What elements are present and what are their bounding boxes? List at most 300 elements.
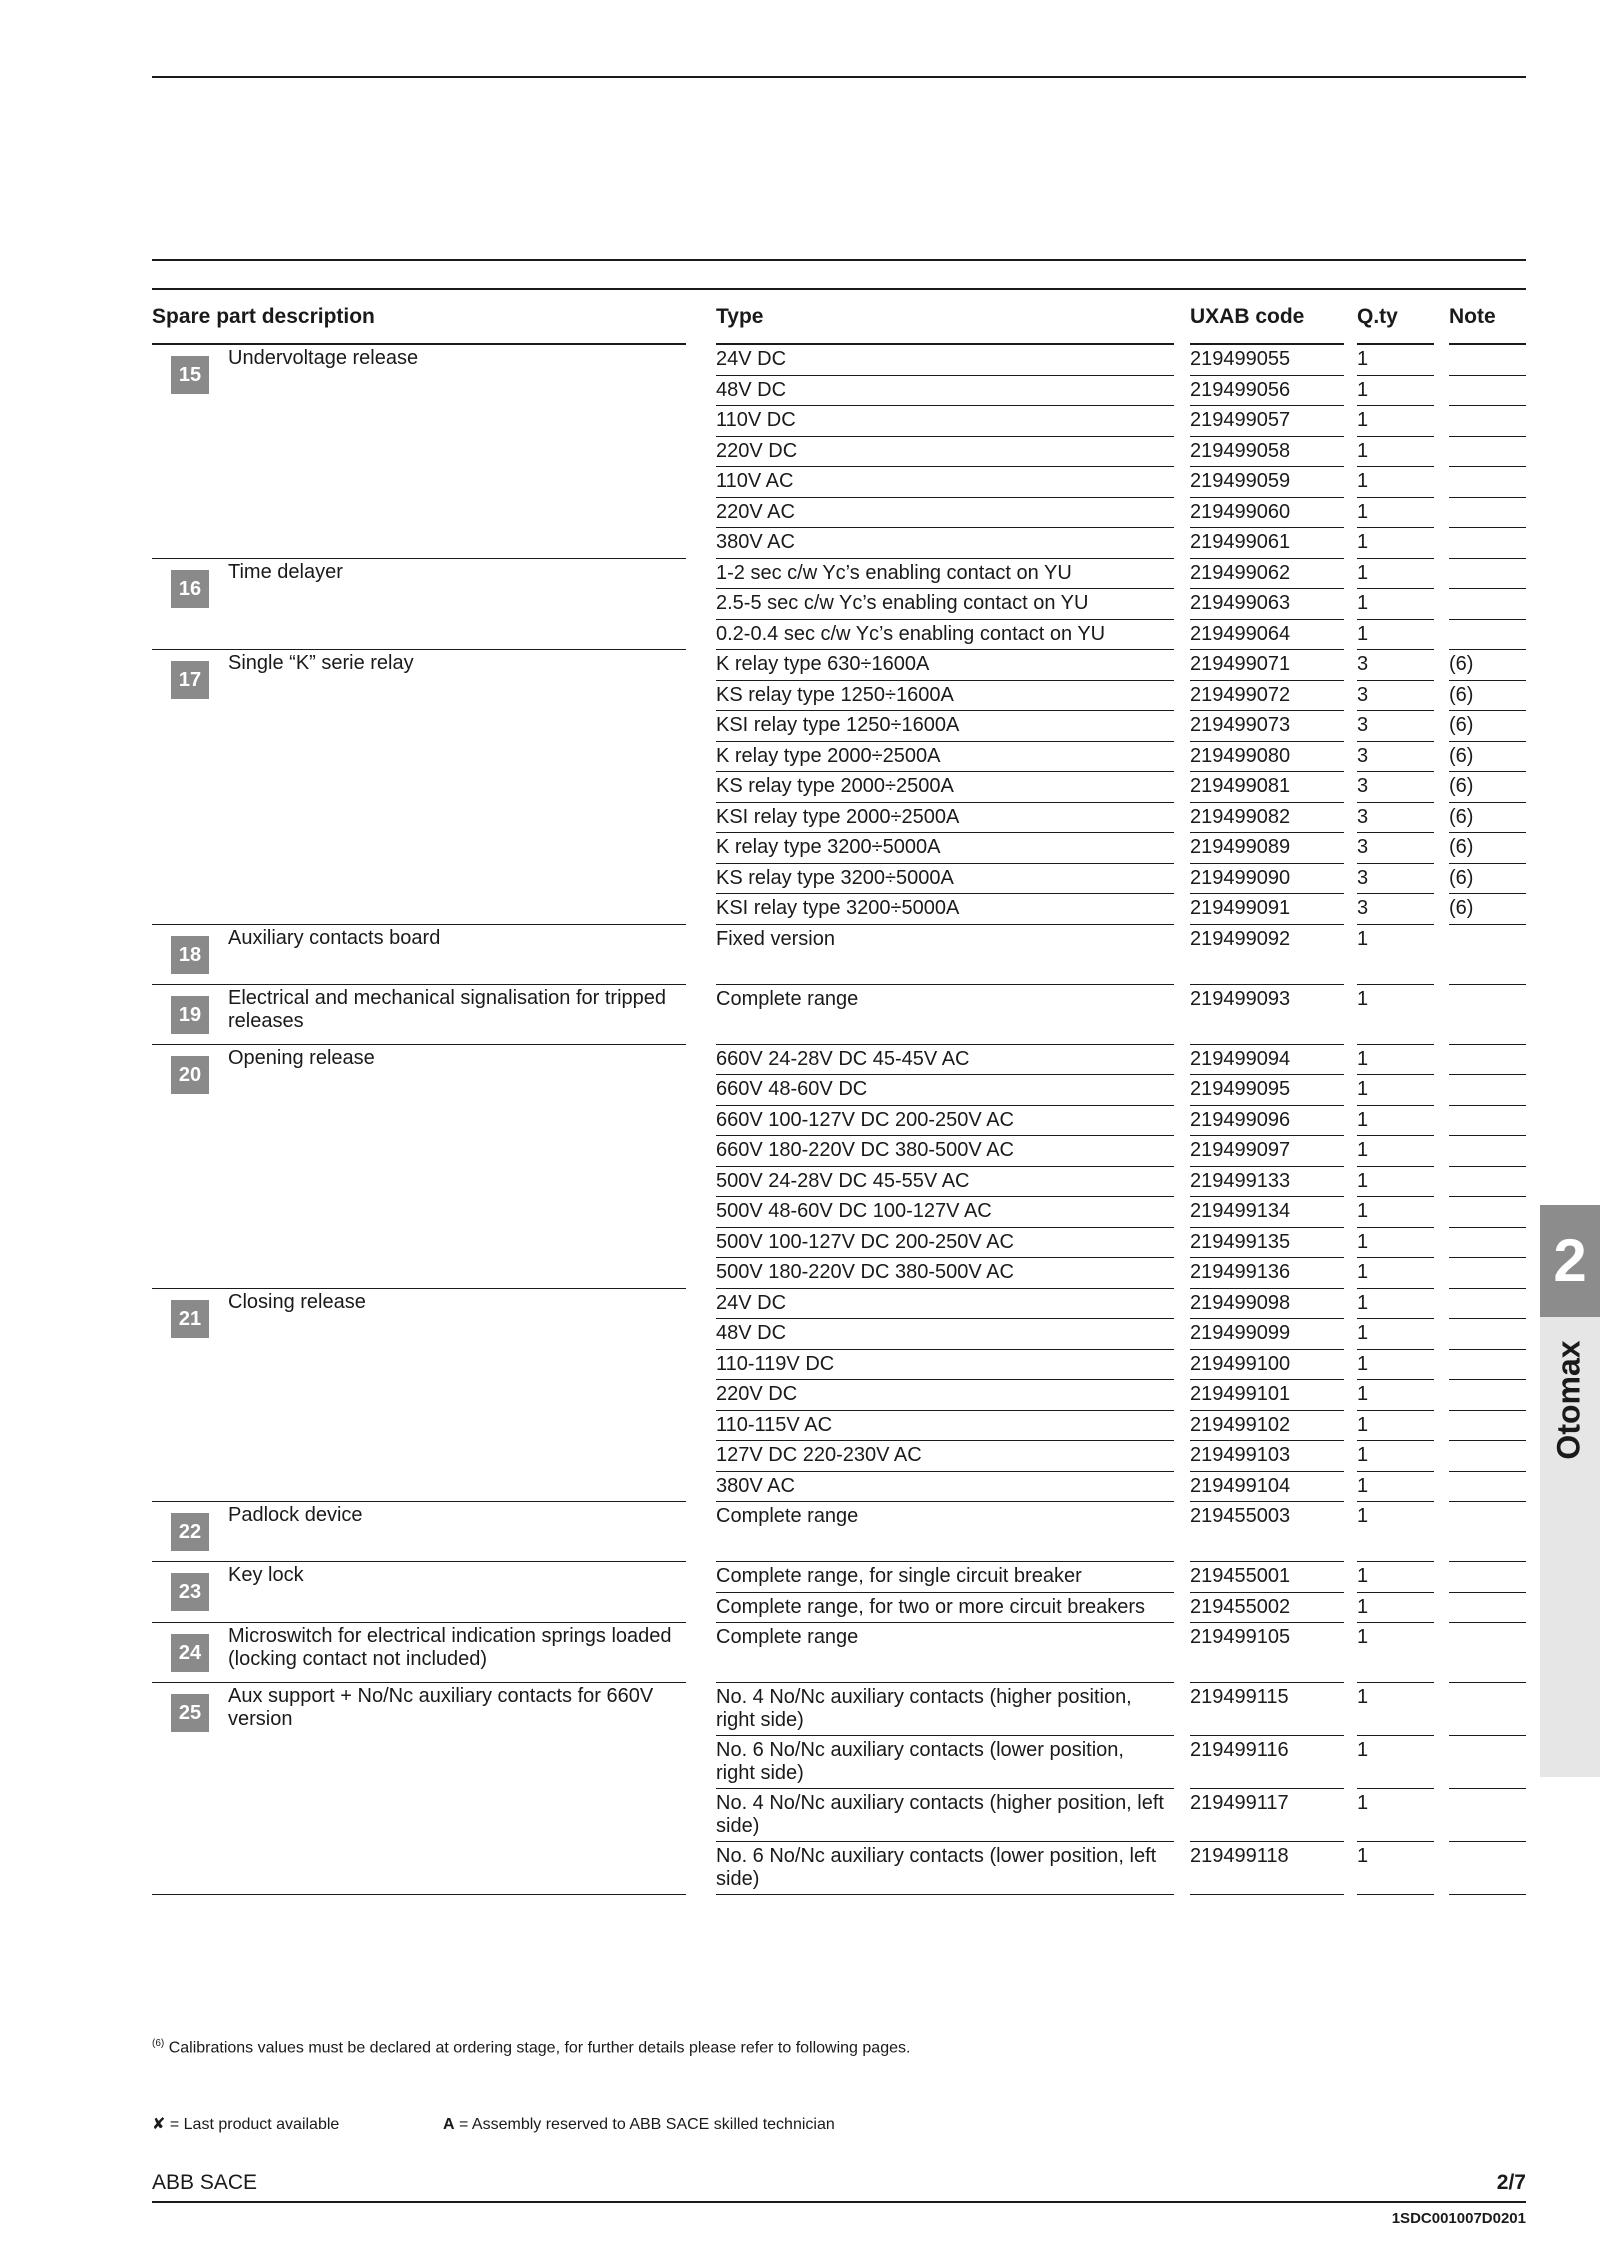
footnote-marker: (6) <box>152 2038 165 2049</box>
row-rule <box>1449 924 1526 925</box>
header-underline <box>716 343 1174 345</box>
row-rule <box>1357 649 1434 650</box>
footer-doc-code: 1SDC001007D0201 <box>1391 2210 1526 2227</box>
row-rule <box>1357 832 1434 833</box>
row-rule <box>1449 1227 1526 1228</box>
row-rule <box>1357 619 1434 620</box>
legend-assembly <box>443 2115 835 2135</box>
type-cell: 0.2-0.4 sec c/w Yc’s enabling contact on YU <box>716 622 1106 645</box>
row-rule <box>1449 1592 1526 1593</box>
row-rule <box>1190 710 1344 711</box>
row-rule <box>1449 863 1526 864</box>
header-code: UXAB code <box>1190 305 1305 328</box>
row-rule <box>1357 1044 1434 1045</box>
row-rule <box>1357 984 1434 985</box>
row-rule <box>1357 1257 1434 1258</box>
note-cell: (6) <box>1449 653 1474 675</box>
row-rule <box>716 1682 1174 1683</box>
row-rule <box>1357 1135 1434 1136</box>
row-rule <box>1357 924 1434 925</box>
code-cell: 219499096 <box>1190 1108 1291 1131</box>
row-rule <box>716 710 1174 711</box>
type-cell: K relay type 3200÷5000A <box>716 836 941 858</box>
row-rule <box>716 1735 1174 1736</box>
row-rule <box>1449 832 1526 833</box>
row-rule <box>1190 893 1344 894</box>
qty-cell: 1 <box>1357 409 1369 431</box>
row-rule <box>1190 741 1344 742</box>
row-rule <box>1357 863 1434 864</box>
qty-cell: 1 <box>1357 1108 1369 1131</box>
row-rule <box>716 1440 1174 1441</box>
row-rule <box>1190 1561 1344 1562</box>
row-rule <box>1357 1227 1434 1228</box>
row-rule <box>1190 1318 1344 1319</box>
code-cell: 219499117 <box>1190 1792 1289 1814</box>
row-rule <box>1357 802 1434 803</box>
row-rule <box>1449 893 1526 894</box>
row-rule <box>1190 588 1344 589</box>
header-type: Type <box>716 305 764 328</box>
code-cell: 219499101 <box>1190 1383 1291 1405</box>
code-cell: 219499064 <box>1190 622 1291 645</box>
type-cell: No. 4 No/Nc auxiliary contacts (higher position, right side) <box>716 1686 1132 1731</box>
row-rule <box>1357 588 1434 589</box>
row-rule <box>716 436 1174 437</box>
type-cell: No. 6 No/Nc auxiliary contacts (lower position, right side) <box>716 1739 1124 1784</box>
row-rule <box>1190 436 1344 437</box>
row-rule <box>716 1410 1174 1411</box>
type-cell: 127V DC 220-230V AC <box>716 1444 922 1466</box>
row-rule <box>1190 924 1344 925</box>
type-cell: Complete range <box>716 1626 859 1648</box>
part-description: Single “K” serie relay <box>228 652 414 674</box>
part-description: Microswitch for electrical indication springs loaded (locking contact not included) <box>228 1625 672 1670</box>
group-rule <box>152 558 686 559</box>
top-rule <box>152 76 1526 78</box>
row-rule <box>1357 1471 1434 1472</box>
part-description: Padlock device <box>228 1504 363 1526</box>
row-rule <box>1357 1682 1434 1683</box>
qty-cell: 1 <box>1357 622 1369 645</box>
row-rule <box>1190 680 1344 681</box>
qty-cell: 1 <box>1357 561 1369 584</box>
row-rule <box>1449 497 1526 498</box>
row-rule <box>716 802 1174 803</box>
row-rule <box>716 375 1174 376</box>
type-cell: 500V 48-60V DC 100-127V AC <box>716 1200 992 1222</box>
code-cell: 219499118 <box>1190 1845 1289 1867</box>
type-cell: 220V DC <box>716 439 798 462</box>
row-rule <box>1190 1622 1344 1623</box>
code-cell: 219499059 <box>1190 470 1291 492</box>
type-cell: 660V 48-60V DC <box>716 1078 868 1100</box>
code-cell: 219499095 <box>1190 1078 1291 1100</box>
row-rule <box>1449 558 1526 559</box>
row-rule <box>716 1105 1174 1106</box>
qty-cell: 3 <box>1357 805 1369 828</box>
qty-cell: 3 <box>1357 653 1369 675</box>
group-rule <box>152 1622 686 1623</box>
code-cell: 219499136 <box>1190 1261 1291 1283</box>
type-cell: 500V 180-220V DC 380-500V AC <box>716 1261 1014 1283</box>
type-cell: K relay type 630÷1600A <box>716 653 930 675</box>
row-rule <box>1449 1105 1526 1106</box>
row-rule <box>1190 1788 1344 1789</box>
row-rule <box>1190 1135 1344 1136</box>
part-description: Time delayer <box>228 560 343 583</box>
row-rule <box>1357 1379 1434 1380</box>
qty-cell: 3 <box>1357 866 1369 889</box>
code-cell: 219499081 <box>1190 775 1291 797</box>
row-rule <box>1190 1166 1344 1167</box>
code-cell: 219499093 <box>1190 987 1291 1010</box>
row-rule <box>716 405 1174 406</box>
row-rule <box>1357 558 1434 559</box>
row-rule <box>1357 1288 1434 1289</box>
code-cell: 219455001 <box>1190 1565 1291 1587</box>
group-rule <box>152 1561 686 1562</box>
type-cell: 500V 100-127V DC 200-250V AC <box>716 1230 1014 1253</box>
part-number-badge: 15 <box>171 356 209 394</box>
part-description: Key lock <box>228 1564 304 1586</box>
row-rule <box>716 497 1174 498</box>
row-rule <box>716 771 1174 772</box>
row-rule <box>1357 1349 1434 1350</box>
qty-cell: 1 <box>1357 1261 1369 1283</box>
row-rule <box>1190 771 1344 772</box>
row-rule <box>716 1044 1174 1045</box>
code-cell: 219455003 <box>1190 1505 1291 1527</box>
part-description: Closing release <box>228 1290 366 1313</box>
row-rule <box>1190 1735 1344 1736</box>
qty-cell: 3 <box>1357 744 1369 767</box>
qty-cell: 3 <box>1357 897 1369 919</box>
row-rule <box>1449 1196 1526 1197</box>
type-cell: KSI relay type 3200÷5000A <box>716 897 960 919</box>
code-cell: 219455002 <box>1190 1595 1291 1618</box>
row-rule <box>1357 1166 1434 1167</box>
group-rule <box>152 984 686 985</box>
type-cell: 24V DC <box>716 348 787 370</box>
type-cell: K relay type 2000÷2500A <box>716 744 941 767</box>
qty-cell: 1 <box>1357 1474 1369 1497</box>
row-rule <box>1190 984 1344 985</box>
group-rule <box>152 924 686 925</box>
row-rule <box>1449 1622 1526 1623</box>
row-rule <box>1190 1440 1344 1441</box>
code-cell: 219499133 <box>1190 1169 1291 1192</box>
code-cell: 219499100 <box>1190 1352 1291 1375</box>
type-cell: Complete range, for two or more circuit breakers <box>716 1595 1146 1618</box>
footnote <box>152 2034 910 2058</box>
row-rule <box>716 1135 1174 1136</box>
row-rule <box>1449 1410 1526 1411</box>
row-rule <box>1190 466 1344 467</box>
row-rule <box>1190 1257 1344 1258</box>
note-cell: (6) <box>1449 836 1474 858</box>
row-rule <box>716 649 1174 650</box>
qty-cell: 1 <box>1357 1413 1369 1436</box>
type-cell: Complete range <box>716 987 859 1010</box>
row-rule <box>1449 741 1526 742</box>
type-cell: 380V AC <box>716 531 795 553</box>
row-rule <box>1449 649 1526 650</box>
qty-cell: 1 <box>1357 1845 1369 1867</box>
code-cell: 219499080 <box>1190 744 1291 767</box>
type-cell: Fixed version <box>716 927 835 950</box>
section-rule <box>152 259 1526 261</box>
qty-cell: 1 <box>1357 1352 1369 1375</box>
code-cell: 219499134 <box>1190 1200 1291 1222</box>
qty-cell: 1 <box>1357 1505 1369 1527</box>
row-rule <box>1357 1105 1434 1106</box>
row-rule <box>716 1561 1174 1562</box>
row-rule <box>1449 1074 1526 1075</box>
type-cell: 380V AC <box>716 1474 795 1497</box>
row-rule <box>716 1227 1174 1228</box>
code-cell: 219499072 <box>1190 683 1291 706</box>
row-rule <box>1449 1318 1526 1319</box>
type-cell: KSI relay type 1250÷1600A <box>716 714 960 736</box>
row-rule <box>716 984 1174 985</box>
row-rule <box>1449 984 1526 985</box>
code-cell: 219499092 <box>1190 927 1291 950</box>
type-cell: 660V 24-28V DC 45-45V AC <box>716 1047 970 1070</box>
row-rule <box>1190 1105 1344 1106</box>
row-rule <box>1449 1044 1526 1045</box>
row-rule <box>716 1196 1174 1197</box>
type-cell: 110V DC <box>716 409 796 431</box>
row-rule <box>1357 710 1434 711</box>
footnote-text: Calibrations values must be declared at ordering stage, for further details please refer to following pages. <box>168 2039 911 2057</box>
group-rule <box>152 1288 686 1289</box>
row-rule <box>716 1788 1174 1789</box>
code-cell: 219499063 <box>1190 592 1291 614</box>
type-cell: 1-2 sec c/w Yc’s enabling contact on YU <box>716 561 1072 584</box>
part-number-badge: 23 <box>171 1573 209 1611</box>
type-cell: Complete range <box>716 1505 859 1527</box>
part-number-badge: 20 <box>171 1056 209 1094</box>
qty-cell: 1 <box>1357 1595 1369 1618</box>
last-product-symbol: ✘ <box>152 2116 166 2133</box>
part-number-badge: 16 <box>171 570 209 608</box>
row-rule <box>716 1841 1174 1842</box>
row-rule <box>1357 741 1434 742</box>
note-cell: (6) <box>1449 805 1474 828</box>
row-rule <box>1190 832 1344 833</box>
qty-cell: 1 <box>1357 1322 1369 1344</box>
row-rule <box>1357 1196 1434 1197</box>
code-cell: 219499097 <box>1190 1139 1291 1161</box>
row-rule <box>716 1318 1174 1319</box>
type-cell: No. 6 No/Nc auxiliary contacts (lower position, left side) <box>716 1845 1157 1890</box>
row-rule <box>1190 1379 1344 1380</box>
row-rule <box>1357 1074 1434 1075</box>
part-number-badge: 19 <box>171 996 209 1034</box>
row-rule <box>1357 1841 1434 1842</box>
group-rule <box>152 1894 686 1895</box>
code-cell: 219499094 <box>1190 1047 1291 1070</box>
qty-cell: 1 <box>1357 1047 1369 1070</box>
row-rule <box>716 832 1174 833</box>
row-rule <box>1357 1592 1434 1593</box>
row-rule <box>1449 588 1526 589</box>
note-cell: (6) <box>1449 714 1474 736</box>
part-description: Undervoltage release <box>228 347 419 369</box>
type-cell: Complete range, for single circuit breaker <box>716 1565 1082 1587</box>
qty-cell: 1 <box>1357 1139 1369 1161</box>
section-label-text: Otomax <box>1550 1340 1587 1460</box>
row-rule <box>1357 1318 1434 1319</box>
legend-last-product <box>152 2115 339 2135</box>
part-number-badge: 24 <box>171 1634 209 1672</box>
type-cell: 24V DC <box>716 1291 787 1314</box>
code-cell: 219499055 <box>1190 348 1291 370</box>
row-rule <box>1357 1735 1434 1736</box>
code-cell: 219499090 <box>1190 866 1291 889</box>
code-cell: 219499105 <box>1190 1626 1291 1648</box>
qty-cell: 1 <box>1357 1626 1369 1648</box>
row-rule <box>1449 1440 1526 1441</box>
row-rule <box>1449 466 1526 467</box>
row-rule <box>716 680 1174 681</box>
qty-cell: 3 <box>1357 714 1369 736</box>
part-number-badge: 22 <box>171 1513 209 1551</box>
row-rule <box>716 527 1174 528</box>
row-rule <box>1190 1044 1344 1045</box>
row-rule <box>1190 375 1344 376</box>
row-rule <box>1449 710 1526 711</box>
header-underline <box>1357 343 1434 345</box>
type-cell: KS relay type 2000÷2500A <box>716 775 954 797</box>
row-rule <box>1190 1196 1344 1197</box>
row-rule <box>716 924 1174 925</box>
section-label <box>1544 1340 1594 1460</box>
part-number-badge: 18 <box>171 936 209 974</box>
header-underline <box>1449 343 1526 345</box>
note-cell: (6) <box>1449 683 1474 706</box>
row-rule <box>716 558 1174 559</box>
row-rule <box>1449 1166 1526 1167</box>
qty-cell: 1 <box>1357 1739 1369 1761</box>
row-rule <box>716 1592 1174 1593</box>
row-rule <box>1190 1841 1344 1842</box>
row-rule <box>1449 375 1526 376</box>
type-cell: 220V DC <box>716 1383 798 1405</box>
row-rule <box>716 741 1174 742</box>
part-description: Electrical and mechanical signalisation for tripped releases <box>228 986 667 1032</box>
row-rule <box>1357 466 1434 467</box>
qty-cell: 1 <box>1357 592 1369 614</box>
code-cell: 219499091 <box>1190 897 1291 919</box>
qty-cell: 1 <box>1357 378 1369 401</box>
row-rule <box>1357 405 1434 406</box>
row-rule <box>1357 893 1434 894</box>
row-rule <box>1190 1471 1344 1472</box>
qty-cell: 3 <box>1357 836 1369 858</box>
note-cell: (6) <box>1449 775 1474 797</box>
qty-cell: 3 <box>1357 683 1369 706</box>
row-rule <box>1449 1135 1526 1136</box>
qty-cell: 1 <box>1357 1291 1369 1314</box>
row-rule <box>1190 1592 1344 1593</box>
row-rule <box>716 863 1174 864</box>
type-cell: 500V 24-28V DC 45-55V AC <box>716 1169 970 1192</box>
row-rule <box>1449 1379 1526 1380</box>
qty-cell: 1 <box>1357 470 1369 492</box>
code-cell: 219499089 <box>1190 836 1291 858</box>
last-product-text: = Last product available <box>169 2116 340 2133</box>
row-rule <box>1357 1788 1434 1789</box>
footer-rule <box>152 2201 1526 2203</box>
note-cell: (6) <box>1449 866 1474 889</box>
part-description: Opening release <box>228 1046 375 1069</box>
code-cell: 219499071 <box>1190 653 1291 675</box>
row-rule <box>1449 436 1526 437</box>
row-rule <box>716 588 1174 589</box>
row-rule <box>1449 1841 1526 1842</box>
row-rule <box>716 1349 1174 1350</box>
row-rule <box>1190 1682 1344 1683</box>
row-rule <box>1449 1471 1526 1472</box>
part-number-badge: 25 <box>171 1694 209 1732</box>
header-underline <box>1190 343 1344 345</box>
code-cell: 219499135 <box>1190 1230 1291 1253</box>
row-rule <box>1357 436 1434 437</box>
code-cell: 219499056 <box>1190 378 1291 401</box>
code-cell: 219499115 <box>1190 1686 1289 1708</box>
row-rule <box>1190 497 1344 498</box>
header-underline <box>152 343 686 345</box>
row-rule <box>1357 680 1434 681</box>
footer-company: ABB SACE <box>152 2171 258 2194</box>
code-cell: 219499103 <box>1190 1444 1291 1466</box>
part-description: Aux support + No/Nc auxiliary contacts for 660V version <box>228 1685 654 1730</box>
type-cell: 220V AC <box>716 500 795 523</box>
qty-cell: 1 <box>1357 1686 1369 1708</box>
row-rule <box>1190 1894 1344 1895</box>
row-rule <box>1190 1349 1344 1350</box>
row-rule <box>1357 1561 1434 1562</box>
row-rule <box>1190 619 1344 620</box>
code-cell: 219499057 <box>1190 409 1291 431</box>
row-rule <box>1190 1410 1344 1411</box>
row-rule <box>1357 1622 1434 1623</box>
code-cell: 219499099 <box>1190 1322 1291 1344</box>
group-rule <box>152 1682 686 1683</box>
row-rule <box>1449 527 1526 528</box>
row-rule <box>1357 527 1434 528</box>
type-cell: 110-119V DC <box>716 1352 835 1375</box>
code-cell: 219499062 <box>1190 561 1291 584</box>
note-cell: (6) <box>1449 744 1474 767</box>
qty-cell: 3 <box>1357 775 1369 797</box>
part-description: Auxiliary contacts board <box>228 926 441 949</box>
header-note: Note <box>1449 305 1496 328</box>
row-rule <box>716 1894 1174 1895</box>
row-rule <box>1449 802 1526 803</box>
row-rule <box>1190 1074 1344 1075</box>
qty-cell: 1 <box>1357 1230 1369 1253</box>
row-rule <box>716 1622 1174 1623</box>
row-rule <box>1357 497 1434 498</box>
row-rule <box>1190 1288 1344 1289</box>
note-cell: (6) <box>1449 897 1474 919</box>
assembly-symbol: A <box>443 2116 455 2133</box>
row-rule <box>1449 1288 1526 1289</box>
code-cell: 219499060 <box>1190 500 1291 523</box>
